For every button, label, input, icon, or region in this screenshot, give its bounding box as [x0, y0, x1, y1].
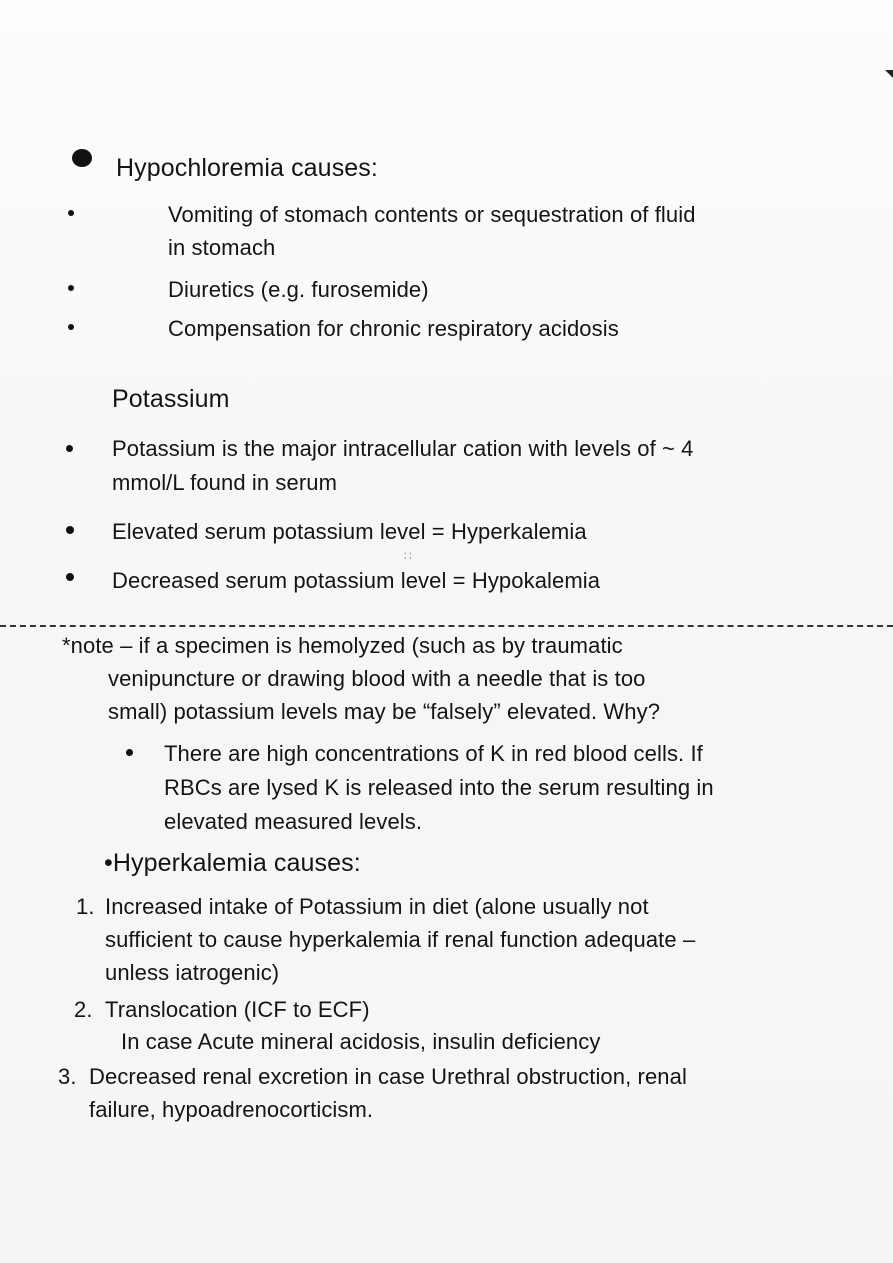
hyperkalemia-item-2-number: 2.	[74, 997, 93, 1022]
bullet-icon	[66, 573, 74, 581]
hyperkalemia-item-1-line-3: unless iatrogenic)	[105, 960, 280, 985]
note-line-2: venipuncture or drawing blood with a needle that is too	[108, 666, 646, 691]
bullet-icon	[66, 526, 74, 534]
potassium-item-3: Decreased serum potassium level = Hypokalemia	[112, 568, 601, 593]
bullet-icon	[68, 324, 74, 330]
hyperkalemia-heading: •Hyperkalemia causes:	[104, 849, 361, 877]
scan-speck: ∷	[404, 549, 412, 563]
hyperkalemia-item-3-line-1: Decreased renal excretion in case Urethral obstruction, renal	[89, 1064, 687, 1089]
bullet-icon	[126, 749, 133, 756]
hyperkalemia-item-3-number: 3.	[58, 1064, 77, 1089]
page-corner-mark	[885, 70, 893, 78]
hypochloremia-item-1-line-1: Vomiting of stomach contents or sequestration of fluid	[168, 202, 696, 227]
hypochloremia-item-3: Compensation for chronic respiratory acidosis	[168, 316, 619, 341]
hypochloremia-item-1-line-2: in stomach	[168, 235, 276, 260]
hyperkalemia-item-2-line-2: In case Acute mineral acidosis, insulin deficiency	[121, 1029, 601, 1054]
hypochloremia-item-2: Diuretics (e.g. furosemide)	[168, 277, 429, 302]
hyperkalemia-item-1-number: 1.	[76, 894, 95, 919]
section-divider	[0, 625, 893, 627]
hyperkalemia-item-2-line-1: Translocation (ICF to ECF)	[105, 997, 370, 1022]
note-bullet-line-2: RBCs are lysed K is released into the serum resulting in	[164, 775, 714, 800]
hypochloremia-heading: Hypochloremia causes:	[116, 154, 378, 182]
note-bullet-line-3: elevated measured levels.	[164, 809, 423, 834]
bullet-icon	[68, 210, 74, 216]
bullet-icon	[66, 445, 73, 452]
potassium-item-1-line-2: mmol/L found in serum	[112, 470, 338, 495]
bullet-icon	[68, 285, 74, 291]
note-bullet-line-1: There are high concentrations of K in red blood cells. If	[164, 741, 703, 766]
potassium-heading: Potassium	[112, 385, 230, 413]
hyperkalemia-item-1-line-1: Increased intake of Potassium in diet (alone usually not	[105, 894, 649, 919]
large-bullet-icon	[72, 149, 92, 167]
potassium-item-1-line-1: Potassium is the major intracellular cation with levels of ~ 4	[112, 436, 694, 461]
note-line-1: *note – if a specimen is hemolyzed (such as by traumatic	[62, 633, 623, 658]
potassium-item-2: Elevated serum potassium level = Hyperkalemia	[112, 519, 587, 544]
note-line-3: small) potassium levels may be “falsely” elevated. Why?	[108, 699, 661, 724]
hyperkalemia-item-1-line-2: sufficient to cause hyperkalemia if renal function adequate –	[105, 927, 696, 952]
hyperkalemia-item-3-line-2: failure, hypoadrenocorticism.	[89, 1097, 374, 1122]
